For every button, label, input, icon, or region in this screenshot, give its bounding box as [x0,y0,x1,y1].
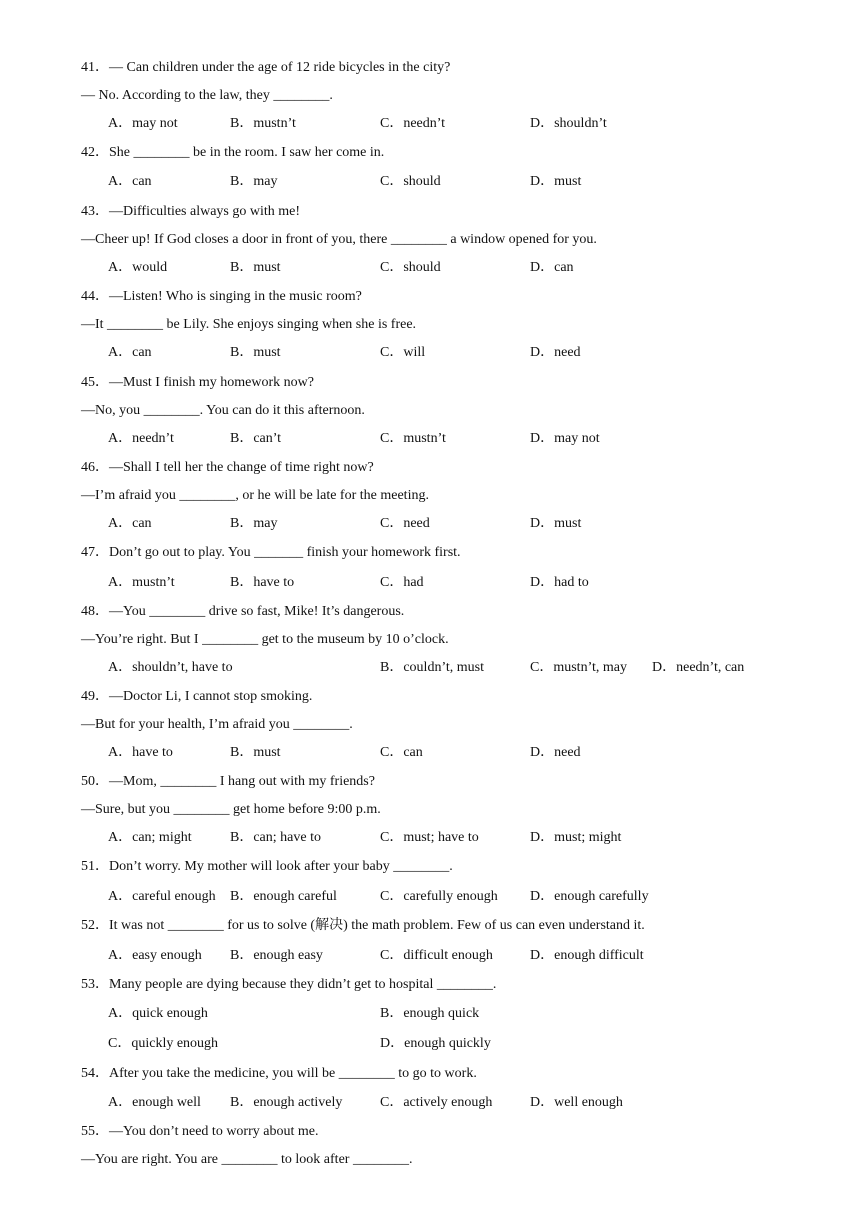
dialogue-reply: — No. According to the law, they ________. [81,88,333,103]
answer-option: B．enough careful [230,889,337,904]
question-stem: 43．—Difficulties always go with me! [81,204,301,219]
answer-option: D．must; might [530,830,622,845]
dialogue-reply: —Cheer up! If God closes a door in front of you, there ________ a window opened for you. [81,232,597,247]
answer-option: B．must [230,745,281,760]
answer-option: A．can [108,516,152,531]
answer-option: D．must [530,174,582,189]
question-stem: 48．—You ________ drive so fast, Mike! It’s dangerous. [81,604,405,619]
answer-option: C．mustn’t, may [530,660,627,675]
answer-option: A．have to [108,745,173,760]
answer-option: C．must; have to [380,830,479,845]
answer-option: A．mustn’t [108,575,175,590]
question-stem: 51．Don’t worry. My mother will look after your baby ________. [81,859,453,874]
answer-option: B．have to [230,575,295,590]
answer-option: A．shouldn’t, have to [108,660,233,675]
answer-option: C．will [380,345,426,360]
answer-option: B．enough actively [230,1095,343,1110]
dialogue-reply: —But for your health, I’m afraid you ________. [81,717,353,732]
dialogue-reply: —You are right. You are ________ to look after ________. [81,1152,413,1167]
answer-option: C．mustn’t [380,431,446,446]
dialogue-reply: —I’m afraid you ________, or he will be late for the meeting. [81,488,429,503]
answer-option: B．may [230,516,278,531]
answer-option: C．had [380,575,424,590]
question-stem: 45．—Must I finish my homework now? [81,375,314,390]
answer-option: D．well enough [530,1095,623,1110]
answer-option: B．may [230,174,278,189]
answer-option: A．quick enough [108,1006,208,1021]
answer-option: D．shouldn’t [530,116,607,131]
answer-option: B．must [230,345,281,360]
answer-option: C．needn’t [380,116,446,131]
answer-option: C．quickly enough [108,1036,219,1051]
answer-option: A．can [108,174,152,189]
answer-option: D．needn’t, can [652,660,745,675]
answer-option: C．carefully enough [380,889,498,904]
answer-option: B．can; have to [230,830,321,845]
answer-option: D．enough quickly [380,1036,491,1051]
question-stem: 49．—Doctor Li, I cannot stop smoking. [81,689,313,704]
answer-option: B．mustn’t [230,116,296,131]
answer-option: D．need [530,345,581,360]
answer-option: D．enough carefully [530,889,649,904]
answer-option: B．enough quick [380,1006,480,1021]
question-stem: 50．—Mom, ________ I hang out with my friends? [81,774,375,789]
question-stem: 53．Many people are dying because they didn’t get to hospital ________. [81,977,497,992]
answer-option: A．easy enough [108,948,202,963]
question-stem: 47．Don’t go out to play. You _______ finish your homework first. [81,545,461,560]
answer-option: D．can [530,260,574,275]
answer-option: C．actively enough [380,1095,493,1110]
question-stem: 52．It was not ________ for us to solve (解决) the math problem. Few of us can even understand it. [81,918,645,933]
answer-option: A．careful enough [108,889,216,904]
answer-option: C．need [380,516,430,531]
answer-option: C．should [380,260,441,275]
answer-option: A．may not [108,116,178,131]
answer-option: B．must [230,260,281,275]
answer-option: A．can [108,345,152,360]
question-stem: 55．—You don’t need to worry about me. [81,1124,319,1139]
question-stem: 41．— Can children under the age of 12 ride bicycles in the city? [81,60,451,75]
answer-option: A．needn’t [108,431,174,446]
answer-option: B．couldn’t, must [380,660,484,675]
answer-option: D．had to [530,575,589,590]
answer-option: D．must [530,516,582,531]
question-stem: 42．She ________ be in the room. I saw her come in. [81,145,385,160]
answer-option: B．can’t [230,431,282,446]
answer-option: C．difficult enough [380,948,493,963]
answer-option: A．would [108,260,168,275]
answer-option: A．can; might [108,830,192,845]
dialogue-reply: —Sure, but you ________ get home before 9:00 p.m. [81,802,381,817]
question-stem: 44．—Listen! Who is singing in the music room? [81,289,362,304]
dialogue-reply: —No, you ________. You can do it this afternoon. [81,403,365,418]
answer-option: C．can [380,745,423,760]
answer-option: D．enough difficult [530,948,644,963]
answer-option: A．enough well [108,1095,201,1110]
dialogue-reply: —It ________ be Lily. She enjoys singing when she is free. [81,317,417,332]
question-stem: 46．—Shall I tell her the change of time right now? [81,460,374,475]
answer-option: B．enough easy [230,948,323,963]
answer-option: D．may not [530,431,600,446]
question-stem: 54．After you take the medicine, you will be ________ to go to work. [81,1066,477,1081]
dialogue-reply: —You’re right. But I ________ get to the museum by 10 o’clock. [81,632,449,647]
answer-option: D．need [530,745,581,760]
answer-option: C．should [380,174,441,189]
